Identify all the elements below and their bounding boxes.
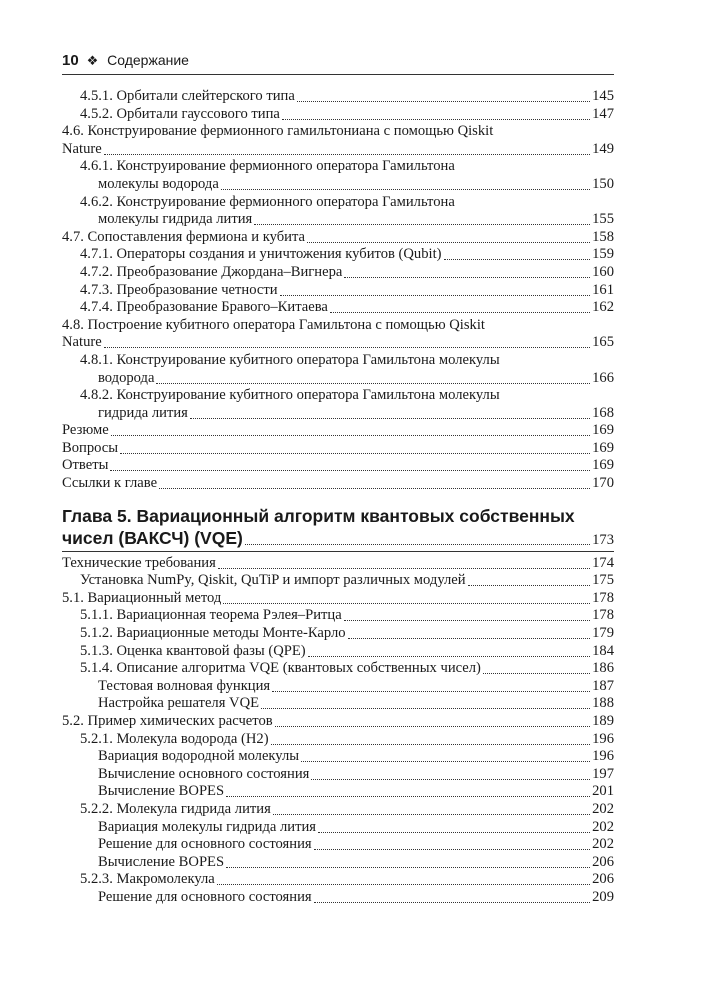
toc-entry-title: гидрида лития (98, 404, 188, 421)
dot-leader (261, 695, 590, 709)
toc-page-number: 162 (592, 299, 614, 316)
toc-section-chapter-4 (62, 88, 614, 493)
dot-leader (314, 889, 591, 903)
toc-entry-title: 5.1.2. Вариационные методы Монте-Карло (80, 625, 346, 642)
chapter-title: Глава 5. Вариационный алгоритм квантовых собственных (62, 505, 575, 526)
toc-entry-title: молекулы водорода (98, 175, 219, 192)
dot-leader (275, 713, 590, 727)
dot-leader (271, 731, 591, 745)
toc-entry-title: 4.6.2. Конструирование фермионного оператора Гамильтона (80, 193, 455, 210)
toc-entry-line (62, 299, 614, 317)
toc-entry-line (62, 607, 614, 625)
toc-entry-line (62, 731, 614, 749)
toc-entry-title: Вычисление BOPES (98, 853, 225, 870)
toc-entry-line (62, 783, 614, 801)
dot-leader (104, 141, 590, 155)
toc-entry-title: 5.2. Пример химических расчетов (62, 713, 273, 729)
toc-page-number: 169 (592, 439, 614, 456)
ornament-icon: ❖ (86, 53, 99, 68)
toc-entry-title: молекулы гидрида лития (98, 211, 253, 228)
toc-entry-title: Решение для основного состояния (98, 888, 312, 905)
toc-entry-line (62, 352, 614, 370)
toc-entry-title: 5.2.1. Молекула водорода (H2) (80, 730, 269, 747)
dot-leader (159, 475, 590, 489)
dot-leader (223, 590, 590, 604)
toc-entry-line (62, 176, 614, 194)
dot-leader (344, 264, 590, 278)
toc-entry-title: Ответы (62, 457, 109, 474)
toc-page-number: 173 (592, 531, 614, 548)
dot-leader (226, 783, 590, 797)
dot-leader (245, 527, 590, 545)
toc-page-number: 145 (592, 88, 614, 104)
toc-page-number: 196 (592, 730, 614, 747)
toc-entry-line (62, 405, 614, 423)
dot-leader (483, 660, 590, 674)
toc-entry-title: 5.2.2. Молекула гидрида лития (80, 800, 271, 817)
dot-leader (297, 88, 590, 102)
header-divider (62, 74, 614, 75)
dot-leader (190, 405, 590, 419)
toc-page-number: 179 (592, 625, 614, 642)
toc-entry-line (62, 422, 614, 440)
toc-entry-line (62, 819, 614, 837)
dot-leader (104, 334, 590, 348)
toc-page-number: 170 (592, 475, 614, 492)
toc-page-number: 158 (592, 228, 614, 245)
toc-page-number: 159 (592, 246, 614, 263)
toc-entry-line (62, 713, 614, 731)
dot-leader (318, 819, 590, 833)
toc-entry-title: Решение для основного состояния (98, 836, 312, 853)
dot-leader (120, 440, 590, 454)
toc-entry-line (62, 748, 614, 766)
toc-entry-title: 4.5.1. Орбитали слейтерского типа (80, 88, 295, 104)
toc-page-number: 189 (592, 713, 614, 729)
toc-entry-title: 4.7.2. Преобразование Джордана–Вигнера (80, 263, 343, 280)
toc-entry-title: 4.8.2. Конструирование кубитного оператора Гамильтона молекулы (80, 387, 500, 404)
toc-page-number: 175 (592, 572, 614, 589)
toc-entry-line (62, 317, 614, 335)
toc-entry-line (62, 457, 614, 475)
toc-section-chapter-5 (62, 555, 614, 907)
dot-leader (272, 678, 590, 692)
toc-page-number: 168 (592, 404, 614, 421)
toc-entry-line (62, 246, 614, 264)
toc-page-number: 201 (592, 783, 614, 800)
toc-page-number: 147 (592, 105, 614, 122)
toc-entry-line (62, 334, 614, 352)
toc-entry-line (62, 871, 614, 889)
dot-leader (311, 766, 590, 780)
toc-entry-title: Вопросы (62, 439, 119, 456)
toc-entry-title: Технические требования (62, 554, 216, 571)
toc-entry-title: Тестовая волновая функция (98, 677, 271, 694)
toc-entry-title: 4.5.2. Орбитали гауссового типа (80, 105, 280, 122)
dot-leader (348, 625, 591, 639)
toc-entry-title: 4.7. Сопоставления фермиона и кубита (62, 228, 305, 245)
chapter-title: чисел (ВАКСЧ) (VQE) (62, 527, 243, 548)
dot-leader (282, 106, 590, 120)
toc-entry-title: 5.1.3. Оценка квантовой фазы (QPE) (80, 642, 306, 659)
toc-page-number: 169 (592, 457, 614, 474)
toc-entry-title: Вычисление основного состояния (98, 765, 310, 782)
toc-entry-line (62, 123, 614, 141)
toc-entry-line (62, 194, 614, 212)
toc-entry-title: Вариация молекулы гидрида лития (98, 818, 317, 835)
dot-leader (308, 643, 590, 657)
dot-leader (156, 370, 590, 384)
dot-leader (221, 176, 590, 190)
toc-entry-line (62, 625, 614, 643)
toc-page-number: 149 (592, 140, 614, 157)
toc-page-number: 160 (592, 263, 614, 280)
toc-entry-title: Ссылки к главе (62, 475, 158, 492)
toc-entry-line (62, 836, 614, 854)
toc-page-number: 150 (592, 175, 614, 192)
toc-entry-title: 4.8.1. Конструирование кубитного оператора Гамильтона молекулы (80, 351, 500, 368)
toc-entry-title: Вычисление BOPES (98, 783, 225, 800)
toc-entry-title: 4.6.1. Конструирование фермионного оператора Гамильтона (80, 158, 455, 175)
toc-entry-line (62, 555, 614, 573)
toc-entry-title: 5.1. Вариационный метод (62, 589, 222, 606)
toc-entry-title: Nature (62, 140, 102, 157)
toc-entry-line (62, 387, 614, 405)
chapter-title-line (62, 527, 614, 549)
toc-entry-line (62, 211, 614, 229)
toc-entry-line (62, 106, 614, 124)
toc-page-number: 209 (592, 888, 614, 905)
toc-entry-title: 4.6. Конструирование фермионного гамильтониана с помощью Qiskit (62, 123, 494, 140)
toc-entry-title: 5.1.4. Описание алгоритма VQE (квантовых собственных чисел) (80, 660, 481, 677)
dot-leader (301, 748, 590, 762)
toc-entry-title: 4.7.4. Преобразование Бравого–Китаева (80, 299, 328, 316)
toc-entry-line (62, 766, 614, 784)
toc-page-number: 184 (592, 642, 614, 659)
toc-page-number: 161 (592, 281, 614, 298)
running-title: Содержание (107, 52, 189, 68)
toc-entry-title: 5.2.3. Макромолекула (80, 871, 215, 888)
toc-entry-line (62, 475, 614, 493)
toc-page-number: 186 (592, 660, 614, 677)
toc-entry-title: 4.7.3. Преобразование четности (80, 281, 278, 298)
toc-page-number: 155 (592, 211, 614, 228)
toc-page-number: 178 (592, 607, 614, 624)
chapter-heading (62, 505, 614, 549)
dot-leader (444, 246, 591, 260)
table-of-contents (62, 88, 614, 907)
chapter-title-line (62, 505, 614, 527)
toc-entry-title: водорода (98, 369, 155, 386)
toc-entry-line (62, 264, 614, 282)
toc-entry-line (62, 695, 614, 713)
toc-entry-line (62, 660, 614, 678)
toc-entry-line (62, 889, 614, 907)
dot-leader (218, 555, 590, 569)
toc-entry-line (62, 678, 614, 696)
page-number: 10 (62, 52, 79, 69)
toc-entry-line (62, 572, 614, 590)
dot-leader (307, 229, 590, 243)
toc-entry-line (62, 854, 614, 872)
toc-page-number: 196 (592, 748, 614, 765)
toc-page-number: 187 (592, 677, 614, 694)
toc-entry-title: Вариация водородной молекулы (98, 748, 300, 765)
toc-entry-title: Установка NumPy, Qiskit, QuTiP и импорт различных модулей (80, 572, 466, 589)
toc-page-number: 169 (592, 422, 614, 439)
toc-page-number: 206 (592, 853, 614, 870)
toc-page-number: 202 (592, 836, 614, 853)
toc-entry-title: Nature (62, 334, 102, 351)
toc-entry-line (62, 141, 614, 159)
toc-entry-title: 4.7.1. Операторы создания и уничтожения кубитов (Qubit) (80, 246, 442, 263)
dot-leader (273, 801, 590, 815)
toc-page-number: 166 (592, 369, 614, 386)
toc-entry-line (62, 643, 614, 661)
toc-entry-line (62, 370, 614, 388)
toc-entry-title: Резюме (62, 422, 109, 439)
toc-entry-line (62, 88, 614, 106)
toc-entry-line (62, 440, 614, 458)
toc-page-number: 202 (592, 800, 614, 817)
dot-leader (314, 836, 591, 850)
toc-entry-title: Настройка решателя VQE (98, 695, 260, 712)
dot-leader (111, 422, 590, 436)
chapter-divider (62, 551, 614, 552)
toc-entry-line (62, 282, 614, 300)
toc-page-number: 165 (592, 334, 614, 351)
toc-page-number: 178 (592, 589, 614, 606)
dot-leader (226, 854, 590, 868)
dot-leader (344, 607, 590, 621)
dot-leader (254, 211, 590, 225)
toc-page-number: 174 (592, 554, 614, 571)
dot-leader (217, 871, 590, 885)
toc-page-number: 197 (592, 765, 614, 782)
toc-page-number: 206 (592, 871, 614, 888)
running-header (62, 50, 614, 70)
dot-leader (110, 457, 590, 471)
dot-leader (330, 299, 590, 313)
toc-entry-title: 5.1.1. Вариационная теорема Рэлея–Ритца (80, 607, 342, 624)
toc-entry-line (62, 229, 614, 247)
toc-page-number: 202 (592, 818, 614, 835)
toc-entry-line (62, 590, 614, 608)
toc-entry-line (62, 158, 614, 176)
dot-leader (280, 282, 591, 296)
toc-page-number: 188 (592, 695, 614, 712)
dot-leader (468, 572, 591, 586)
toc-entry-line (62, 801, 614, 819)
toc-entry-title: 4.8. Построение кубитного оператора Гамильтона с помощью Qiskit (62, 316, 485, 333)
